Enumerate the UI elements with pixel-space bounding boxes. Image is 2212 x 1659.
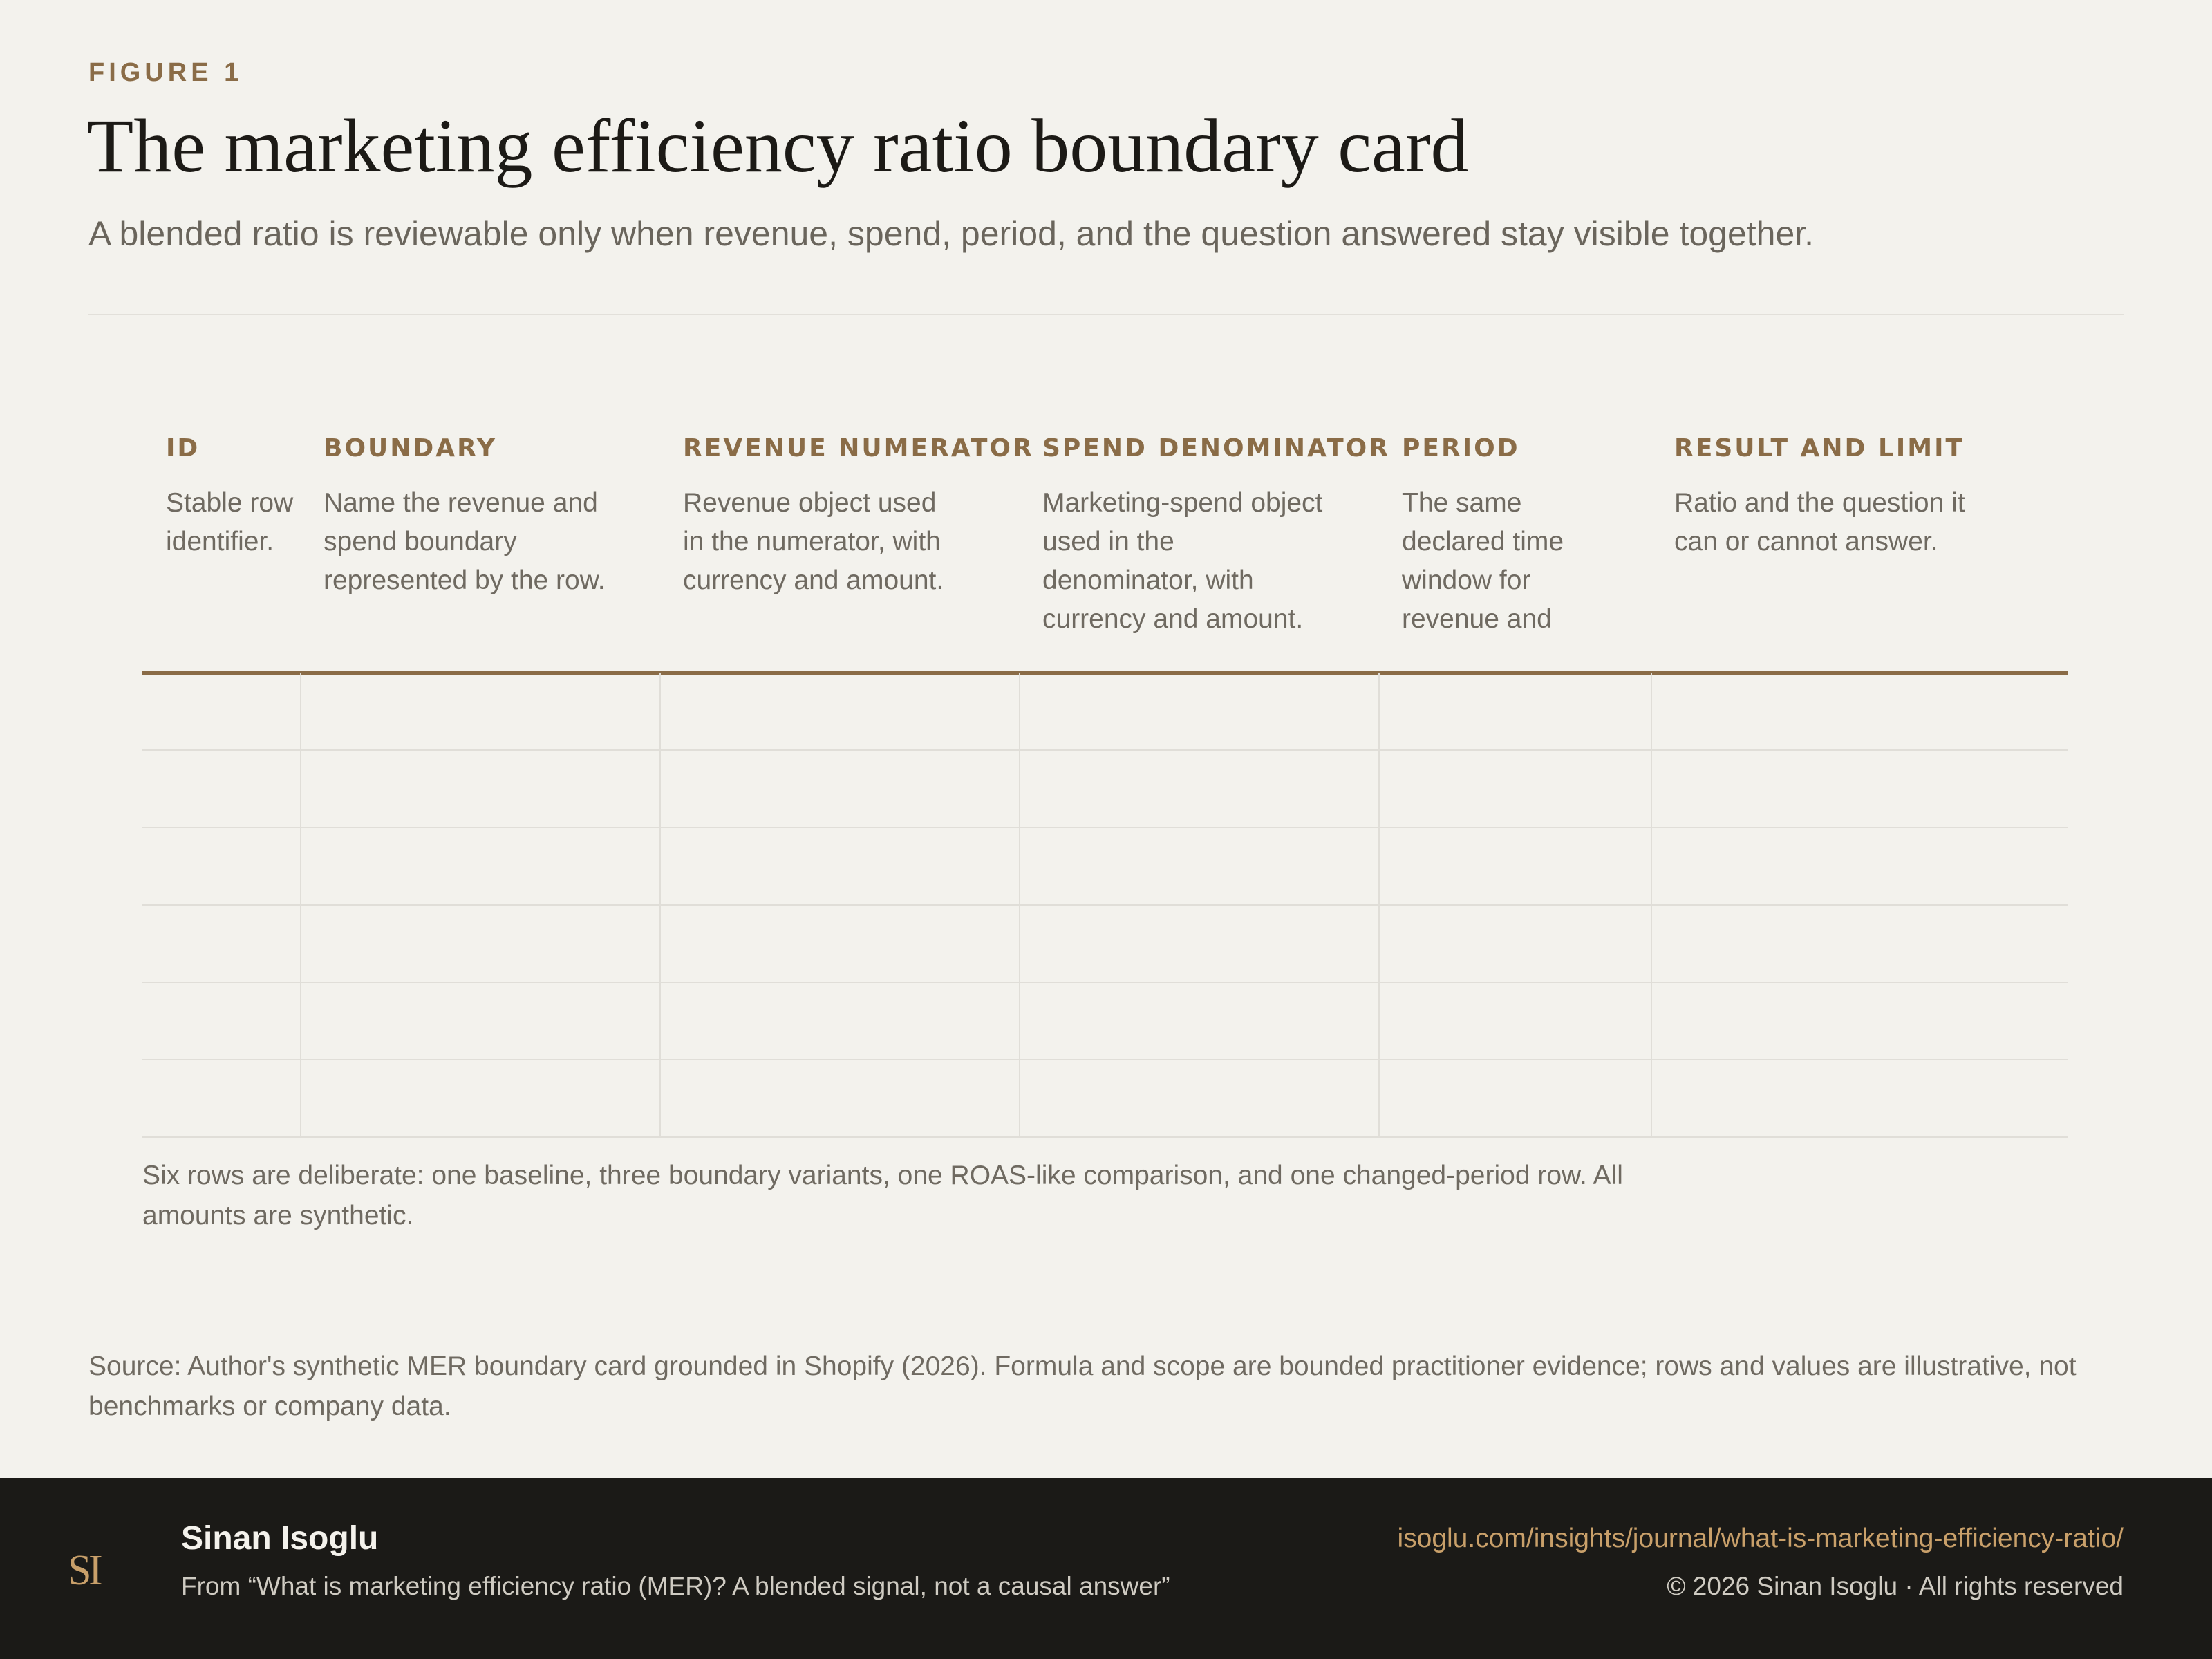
column-header-period: PERIOD [1402,434,1520,462]
author-name: Sinan Isoglu [181,1520,379,1557]
table-row-divider [142,1059,2068,1060]
footer [0,1478,2212,1659]
table-row-divider [142,904,2068,906]
copyright: © 2026 Sinan Isoglu · All rights reserved [1667,1572,2124,1600]
source-note: Source: Author's synthetic MER boundary card grounded in Shopify (2026). Formula and scope are bounded practitioner evidence; rows and values are illustrative, not benchmarks or company data. [88,1351,2077,1421]
table-column-divider [300,673,301,1138]
table-row-divider [142,749,2068,751]
column-description-spend-denominator: Marketing-spend object used in the denominator, with currency and amount. [1042,488,1323,634]
svg-text:I: I [88,1547,103,1594]
author-monogram-logo [65,1541,116,1597]
table-row-divider [142,982,2068,983]
table-column-divider [1651,673,1652,1138]
column-header-spend-denominator: SPEND DENOMINATOR [1042,434,1390,462]
article-link[interactable]: isoglu.com/insights/journal/what-is-marketing-efficiency-ratio/ [1397,1524,2124,1553]
column-header-result-and-limit: RESULT AND LIMIT [1674,434,1965,462]
header-divider [88,314,2124,315]
table-column-divider [1019,673,1020,1138]
column-description-period: The same declared time window for revenue and [1402,488,1564,634]
page-subtitle: A blended ratio is reviewable only when revenue, spend, period, and the question answered stay visible together. [88,214,1815,253]
table-header-rule [142,671,2068,675]
column-header-id: ID [166,434,200,462]
column-description-revenue-numerator: Revenue object used in the numerator, with currency and amount. [683,488,944,595]
column-description-boundary: Name the revenue and spend boundary represented by the row. [324,488,606,595]
column-header-boundary: BOUNDARY [324,434,497,462]
table-column-divider [659,673,661,1138]
column-description-id: Stable row identifier. [166,488,294,556]
column-description-result-and-limit: Ratio and the question it can or cannot answer. [1674,488,1965,556]
figure-eyebrow: FIGURE 1 [88,58,243,87]
table-bottom-rule [142,1136,2068,1138]
svg-text:S: S [68,1547,92,1594]
column-header-revenue-numerator: REVENUE NUMERATOR [683,434,1034,462]
page-title: The marketing efficiency ratio boundary card [87,104,1469,188]
table-column-divider [1378,673,1380,1138]
article-reference: From “What is marketing efficiency ratio (MER)? A blended signal, not a causal answer” [181,1572,1170,1600]
table-note: Six rows are deliberate: one baseline, three boundary variants, one ROAS-like comparison, and one changed-period row. All amounts are synthetic. [142,1161,1623,1230]
table-row-divider [142,827,2068,828]
